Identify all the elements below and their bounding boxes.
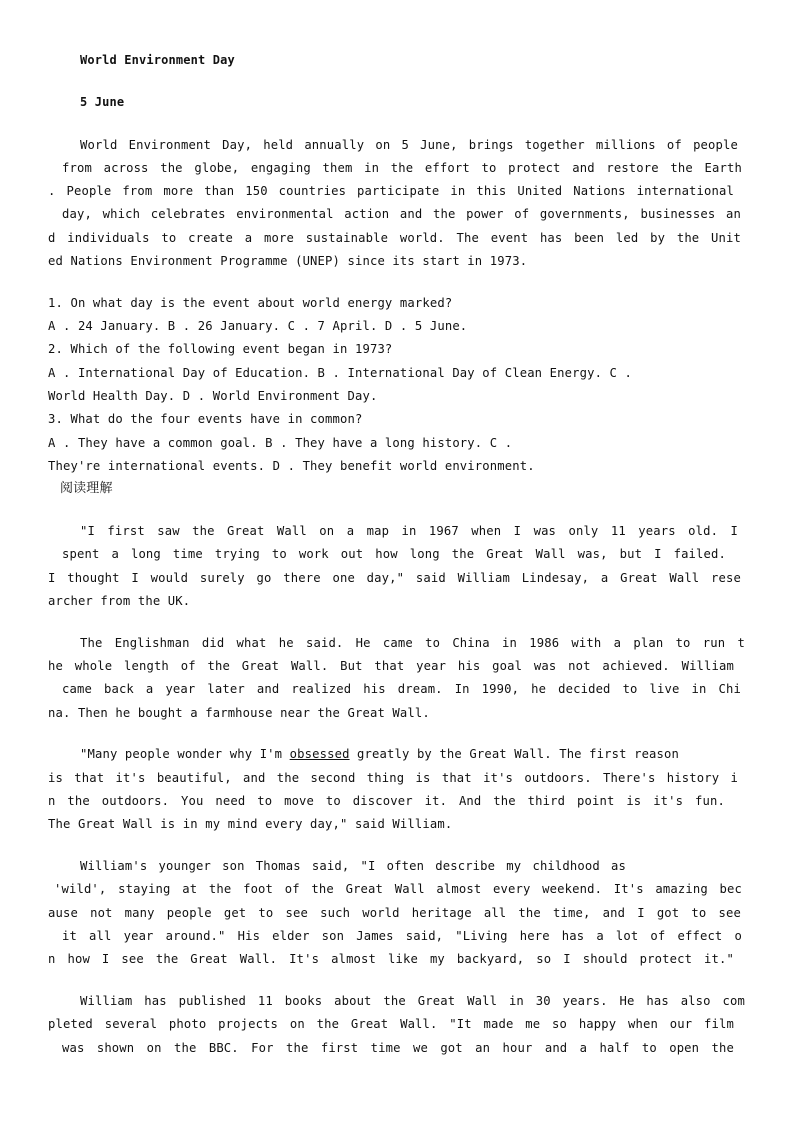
para5-line: William has published 11 books about the Great Wall in 30 years. He has also com	[80, 994, 745, 1008]
para5-line: was shown on the BBC. For the first time we got an hour and a half to open the	[62, 1041, 734, 1055]
para4-line: it all year around." His elder son James said, "Living here has a lot of effect o	[62, 929, 742, 943]
passage1-line: d individuals to create a more sustainable world. The event has been led by the Unit	[48, 231, 741, 245]
passage1-line: World Environment Day, held annually on 5 June, brings together millions of people	[80, 138, 738, 152]
document-title: World Environment Day	[80, 53, 235, 67]
para4-line: ause not many people get to see such world heritage all the time, and I got to see	[48, 906, 741, 920]
para3-line: is that it's beautiful, and the second thing is that it's outdoors. There's history i	[48, 771, 738, 785]
document-date: 5 June	[80, 95, 125, 109]
passage1-line: day, which celebrates environmental action and the power of governments, businesses an	[62, 207, 741, 221]
para3-text: "Many people wonder why I'm	[80, 747, 290, 761]
passage1-line: ed Nations Environment Programme (UNEP) since its start in 1973.	[48, 254, 528, 268]
para4-line: William's younger son Thomas said, "I often describe my childhood as	[80, 859, 626, 873]
question-line: World Health Day. D . World Environment Day.	[48, 389, 378, 403]
question-line: 3. What do the four events have in common?	[48, 412, 363, 426]
para1-line: archer from the UK.	[48, 594, 191, 608]
para1-line: I thought I would surely go there one day," said William Lindesay, a Great Wall rese	[48, 571, 741, 585]
passage1-line: from across the globe, engaging them in the effort to protect and restore the Earth	[62, 161, 742, 175]
para3-line: The Great Wall is in my mind every day," said William.	[48, 817, 453, 831]
para2-line: The Englishman did what he said. He came to China in 1986 with a plan to run t	[80, 636, 745, 650]
para2-line: he whole length of the Great Wall. But that year his goal was not achieved. William	[48, 659, 734, 673]
passage1-line: . People from more than 150 countries participate in this United Nations international	[48, 184, 734, 198]
question-line: 2. Which of the following event began in 1973?	[48, 342, 393, 356]
para4-line: n how I see the Great Wall. It's almost like my backyard, so I should protect it."	[48, 952, 734, 966]
para1-line: "I first saw the Great Wall on a map in 1967 when I was only 11 years old. I	[80, 524, 738, 538]
para1-line: spent a long time trying to work out how long the Great Wall was, but I failed.	[62, 547, 726, 561]
para5-line: pleted several photo projects on the Great Wall. "It made me so happy when our film	[48, 1017, 734, 1031]
question-line: A . 24 January. B . 26 January. C . 7 April. D . 5 June.	[48, 319, 468, 333]
question-line: 1. On what day is the event about world energy marked?	[48, 296, 453, 310]
para2-line: na. Then he bought a farmhouse near the Great Wall.	[48, 706, 430, 720]
question-line: They're international events. D . They benefit world environment.	[48, 459, 535, 473]
underlined-word: obsessed	[289, 747, 350, 761]
para3-line: n the outdoors. You need to move to discover it. And the third point is it's fun.	[48, 794, 725, 808]
para2-line: came back a year later and realized his dream. In 1990, he decided to live in Chi	[62, 682, 741, 696]
para4-line: 'wild', staying at the foot of the Great Wall almost every weekend. It's amazing bec	[54, 882, 742, 896]
para3-text: greatly by the Great Wall. The first reason	[349, 747, 680, 761]
para3-line	[80, 746, 740, 762]
section-label: 阅读理解	[60, 481, 113, 496]
question-line: A . International Day of Education. B . International Day of Clean Energy. C .	[48, 366, 633, 380]
question-line: A . They have a common goal. B . They have a long history. C .	[48, 436, 513, 450]
